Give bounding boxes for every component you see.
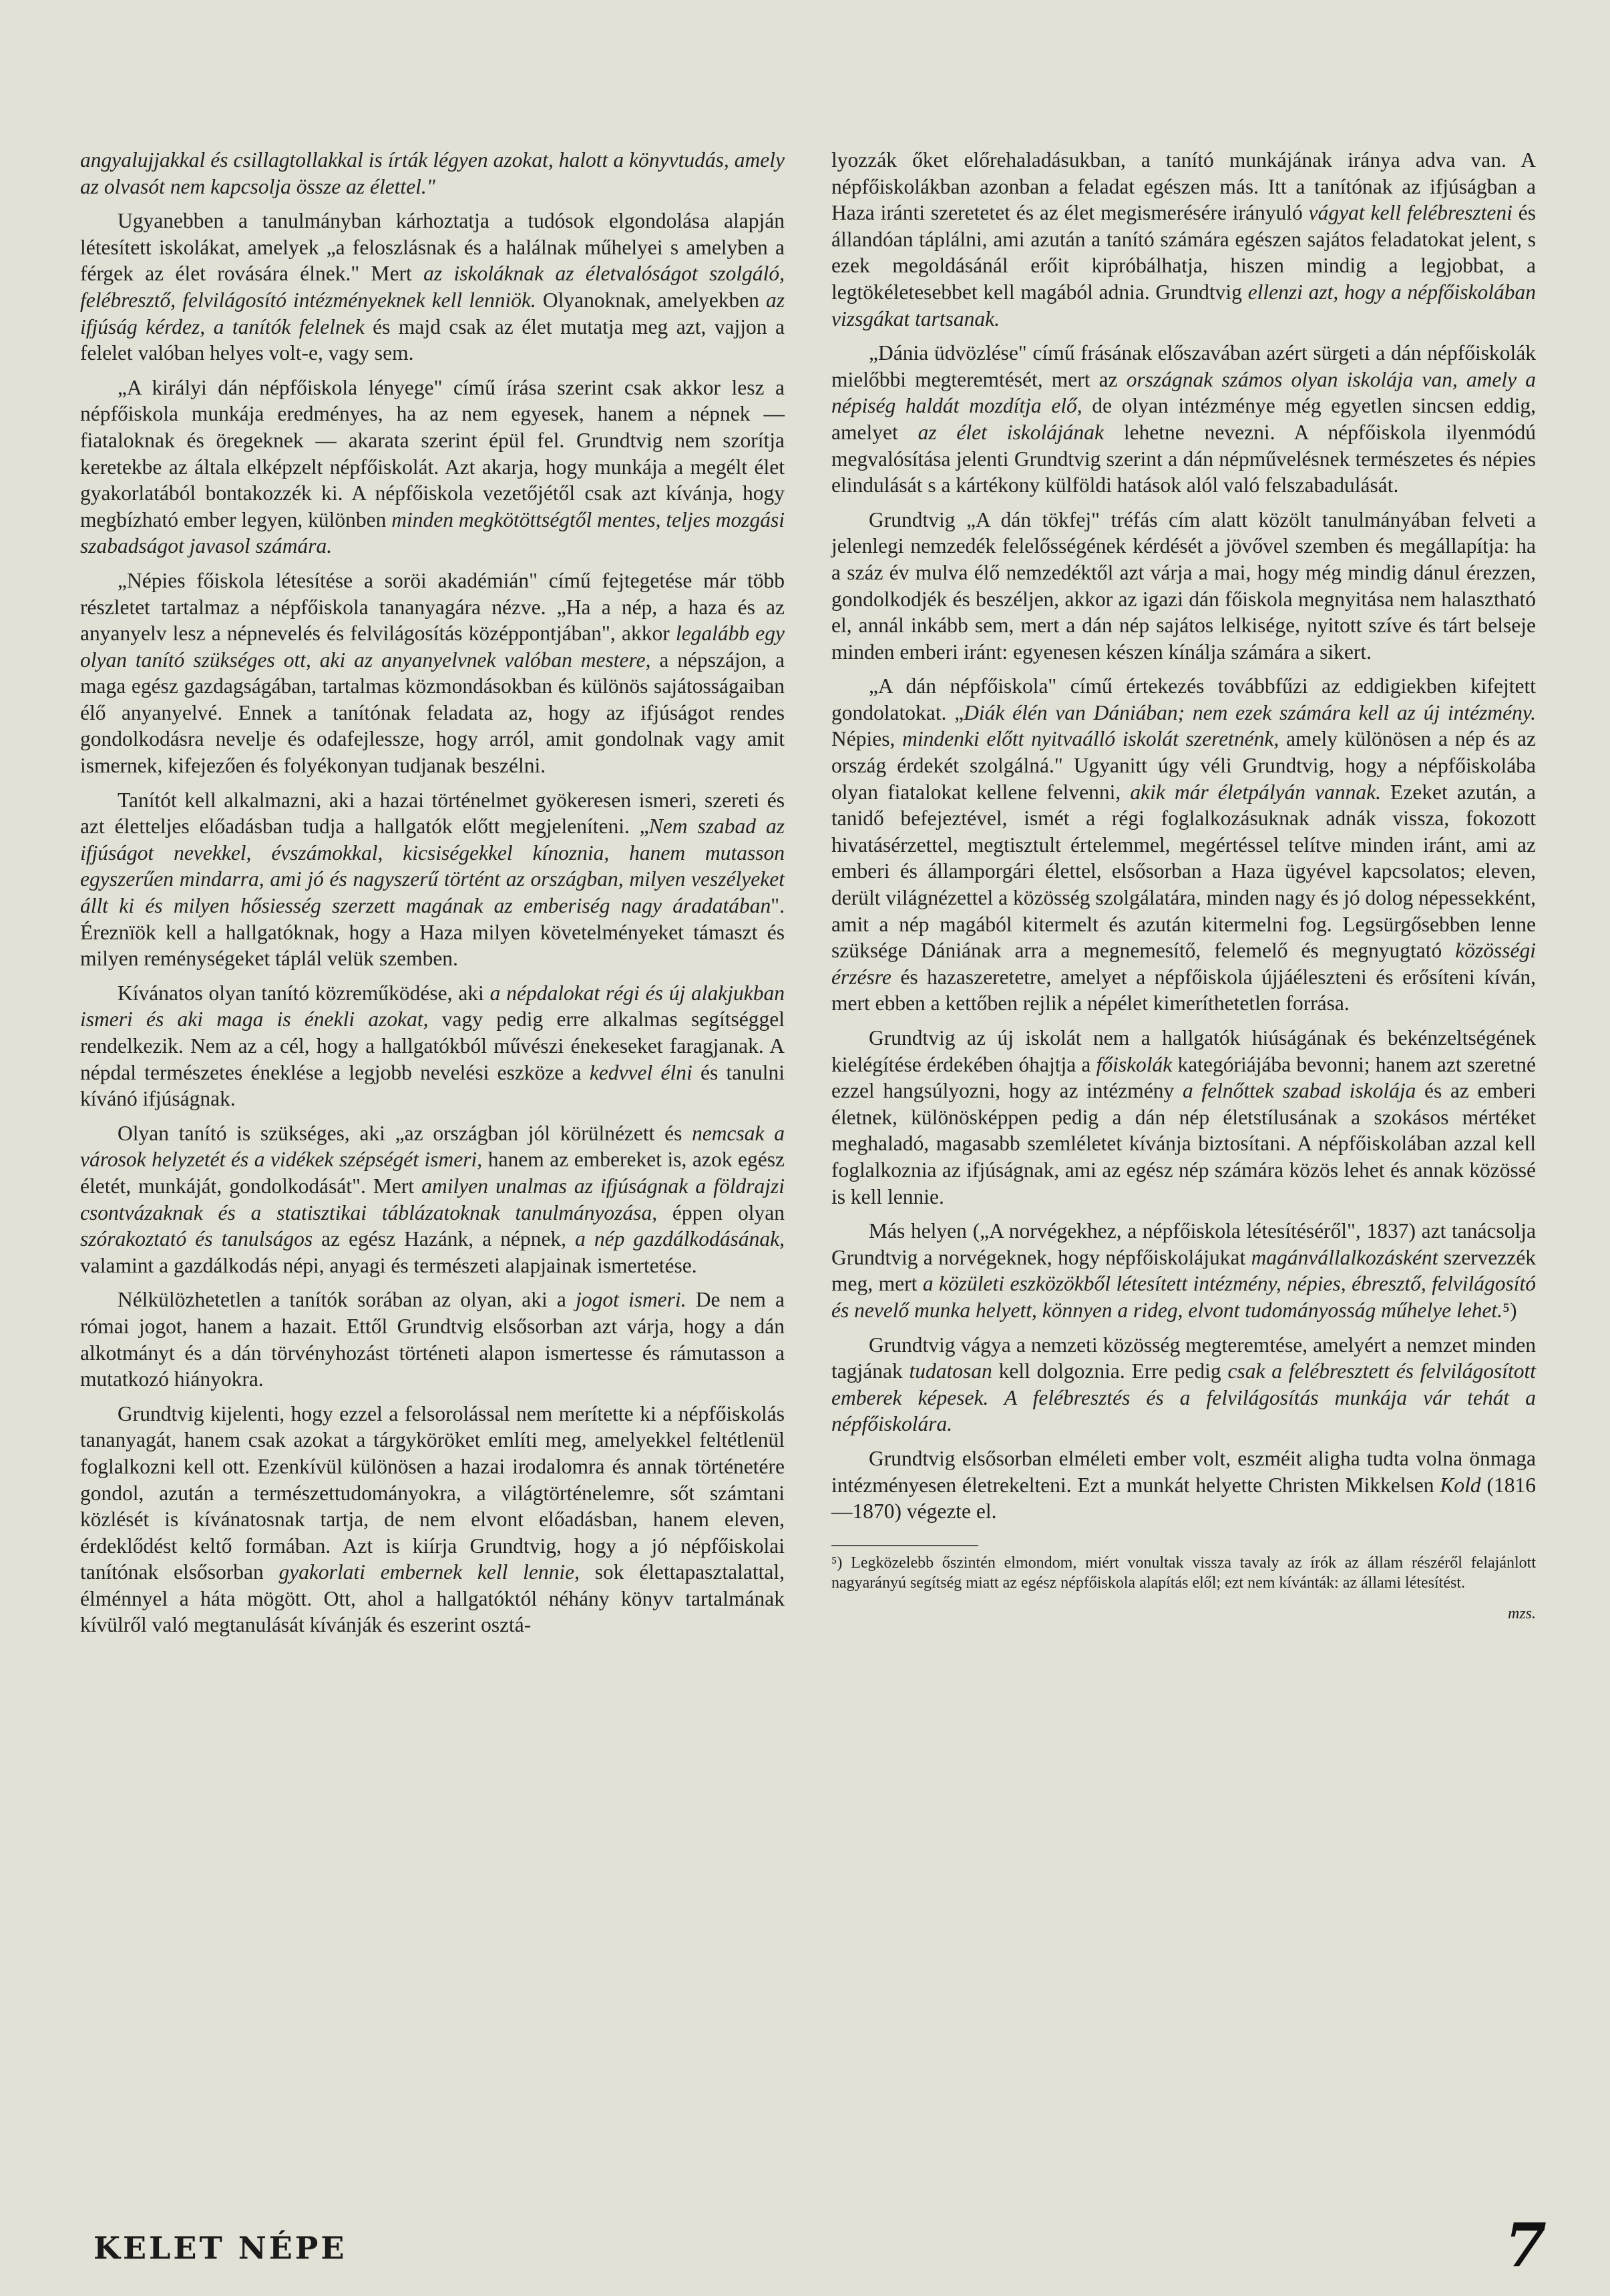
paragraph	[831, 1218, 1536, 1323]
italic-text: a népdalokat régi és új alakjukban ismeri és aki maga is énekli azokat,	[80, 981, 785, 1031]
italic-text: tudatosan	[909, 1359, 992, 1383]
paragraph	[80, 375, 785, 559]
text: Olyanoknak, amelyekben	[536, 288, 766, 312]
paragraph	[80, 567, 785, 779]
text: ⁵)	[1502, 1298, 1517, 1322]
italic-text: országnak számos olyan iskolája van, amely a népiség haldát mozdítja elő,	[831, 367, 1537, 418]
italic-text: szórakoztató és tanulságos	[80, 1227, 313, 1251]
text: lehetne nevezni. A népfőiskola ilyenmódú megvalósítása jelenti Grundtvig szerint a dán népművelésnek természetes és népies elindulását s a kártékony külföldi hatások alól való felszabadulását.	[831, 420, 1537, 497]
text: Grundtvig vágya a nemzeti közösség megteremtése, amelyért a nemzet minden tagjának	[831, 1333, 1536, 1383]
text: de olyan intézménye még egyetlen sincsen eddig, amelyet	[831, 394, 1536, 444]
text: szervezzék meg, mert	[831, 1245, 1537, 1296]
italic-text: a közületi eszközökből létesített intézmény, népies, ébresztő, felvilágosító és nevelő munka helyett, könnyen a rideg, elvont tudományosság műhelye lehet.	[831, 1272, 1536, 1322]
text: Kívánatos olyan tanító közreműködése, aki	[118, 981, 490, 1005]
text: amely különösen a nép és az ország érdekét szolgálná." Ugyanitt úgy véli Grundtvig, hogy a népfőiskolába olyan fiatalokat kellene felvenni,	[831, 727, 1537, 804]
paragraph	[831, 1445, 1536, 1525]
text: vagy pedig erre alkalmas segítséggel rendelkezik. Nem az a cél, hogy a hallgatókból művészi énekeseket faragjanak. A népdal természetes éneklése a legjobb nevelési eszköze a	[80, 1007, 785, 1084]
text: sok élettapasztalattal, élménnyel a háta mögött. Ott, ahol a hallgatóktól néhány könyv tartalmának kívülről való megtanulását kívánják és eszerint osztá-	[80, 1560, 785, 1637]
text: De nem a római jogot, hanem a hazait. Ettől Grundtvig elsősorban azt várja, hogy a dán alkotmányt és a dán törvényhozást történeti alapon ismertesse és rámutasson a mutatkozó hiányokra.	[80, 1288, 785, 1391]
italic-text: Kold	[1440, 1473, 1481, 1497]
italic-text: jogot ismeri.	[576, 1288, 686, 1312]
paragraph	[80, 1287, 785, 1392]
text: kell dolgoznia. Erre pedig	[992, 1359, 1228, 1383]
italic-text: az iskoláknak az életvalóságot szolgáló, felébresztő, felvilágosító intézményeknek kell lenniök.	[80, 262, 785, 312]
italic-text: angyalujjakkal és csillagtollakkal is írták légyen azokat, halott a könyvtudás, amely az olvasót nem kapcsolja össze az élettel."	[80, 148, 785, 198]
footnote-signature: mzs.	[1507, 1604, 1536, 1622]
italic-text: ellenzi azt, hogy a népfőiskolában vizsgákat tartsanak.	[831, 280, 1536, 330]
text: Ugyanebben a tanulmányban kárhoztatja a tudósok elgondolása alapján létesített iskolákat, amelyek „a feloszlásnak és a halálnak műhelyei s amelyben a férgek az élet rovására élnek." Mert	[80, 209, 785, 286]
italic-text: Nem szabad az ifjúságot nevekkel, évszámokkal, kicsiségekkel kínoznia, hanem mutasson egyszerűen mindarra, ami jó és nagyszerű történt az országban, milyen veszélyeket állt ki és milyen hősiesség szerzett magának az emberiség nagy áradatában	[80, 815, 785, 918]
text: lyozzák őket előrehaladásukban, a tanító munkájának iránya adva van. A népfőiskolákban azonban a feladat egészen más. Itt a tanítónak az ifjúságban a Haza iránti szeretetet és az élet megismerésére irányuló	[831, 148, 1536, 225]
text: kategóriájába bevonni; hanem azt szeretné ezzel hangsúlyozni, hogy az intézmény	[831, 1052, 1536, 1103]
italic-text: főiskolák	[1096, 1052, 1173, 1076]
text: Grundtvig elsősorban elméleti ember volt, eszméit aligha tudta volna önmaga intézményesen életrekelteni. Ezt a munkát helyette Christen Mikkelsen	[831, 1446, 1536, 1497]
paragraph	[831, 1332, 1536, 1437]
text: Népies,	[831, 727, 903, 751]
italic-text: vágyat kell felébreszteni	[1308, 201, 1513, 225]
text: és az emberi életnek, különösképpen pedig a dán nép életstílusának a szokásos mértéket meghaladó, magasabb szemléletet kívánja biztosítani. A népfőiskolában azzal kell foglalkoznia az ifjúságnak, ami az egész nép számára közös lehet és annak közössé is kell lennie.	[831, 1079, 1536, 1208]
text: „A dán népfőiskola" című értekezés továbbfűzi az eddigiekben kifejtett gondolatokat. „	[831, 674, 1536, 724]
paragraph	[80, 787, 785, 972]
italic-text: legalább egy olyan tanító szükséges ott, aki az anyanyelvnek valóban mestere,	[80, 622, 785, 672]
italic-text: az ifjúság kérdez, a tanítók felelnek	[80, 288, 785, 338]
footnote-divider	[831, 1545, 978, 1546]
text: „A királyi dán népfőiskola lényege" című írása szerint csak akkor lesz a népfőiskola munkája eredményes, ha az nem egyesek, hanem a népnek — fiataloknak és öregeknek — akarata szerint épül fel. Grundtvig nem szorítja keretekbe az általa elképzelt népfőiskolát. Azt akarja, hogy munkája a megélt élet gyakorlatából bontakozzék ki. A népfőiskola vezetőjétől csak azt kívánja, hogy megbízható ember legyen, különben	[80, 375, 785, 531]
italic-text: nemcsak a városok helyzetét és a vidékek szépségét ismeri,	[80, 1121, 785, 1172]
paragraph	[831, 147, 1536, 332]
text: Grundtvig „A dán tökfej" tréfás cím alatt közölt tanulmányában felveti a jelenlegi nemzedék felelősségének kérdését a jövővel szemben és megállapítja: ha a száz év mulva élő nemzedéktől azt várja a mai, hogy még mindig dánul érezzen, gondolkodjék és beszéljen, akkor az igazi dán főiskola megnyitása nem halasztható el, annál inkább sem, mert a dán nép sajátos lelkisége, nyitott szíve és tárt belseje minden emberi iránt: egyenesen készen kínálja számára a sikert.	[831, 507, 1536, 664]
paragraph	[80, 980, 785, 1112]
text: (1816—1870) végezte el.	[831, 1473, 1536, 1524]
text: az egész Hazánk, a népnek,	[313, 1227, 576, 1251]
italic-text: amilyen unalmas az ifjúságnak a földrajzi csontvázaknak és a statisztikai táblázatoknak tanulmányozása,	[80, 1174, 785, 1224]
footnote: ⁵) Legközelebb őszintén elmondom, miért vonultak vissza tavaly az írók az állam részéről felajánlott nagyarányú segítség miatt az egész népfőiskola alapítás elől; ezt nem kívánták: az állami létesítést.	[831, 1554, 1536, 1592]
text: a népszájon, a maga egész gazdagságában, tartalmas közmondásokban és különös sajátosságaiban élő anyanyelvé. Ennek a tanítónak feladata az, hogy az ifjúságot rendes gondolkodásra nevelje és odafejlessze, hogy arról, amit gondolnak vagy amit ismernek, kifejezően és folyékonyan tudjanak beszélni.	[80, 648, 785, 778]
text: Ezeket azután, a tanidő befejeztével, ismét a régi foglalkozásuknak adnák vissza, fokozott hivatásérzettel, megtisztult értelemmel, megértéssel telítve minden iránt, ami az emberi és államporgári élettel, elsősorban a Haza ügyével kapcsolatos; eleven, derült világnézettel a közösség szolgálatára, minden nagy és jó dolog népessekként, amit a nép magából kitermelt és azután kitermelni fog. Legsürgősebben lenne szüksége Dániának arra a megnemesítő, felemelő és megnyugtató	[831, 780, 1537, 963]
text: hanem az embereket is, azok egész életét, munkáját, gondolkodását". Mert	[80, 1148, 785, 1198]
paragraph	[831, 673, 1536, 1017]
italic-text: a nép gazdálkodásának,	[575, 1227, 785, 1251]
paragraph	[80, 147, 785, 200]
italic-text: Diák élén van Dániában; nem ezek számára kell az új intézmény.	[964, 700, 1536, 724]
paragraph	[831, 340, 1536, 499]
paragraph	[80, 1120, 785, 1279]
text: Más helyen („A norvégekhez, a népfőiskola létesítéséről", 1837) azt tanácsolja Grundtvig a norvégeknek, hogy népfőiskolájukat	[831, 1219, 1536, 1269]
page-number: 7	[1504, 2210, 1547, 2281]
magazine-title: KELET NÉPE	[93, 2230, 347, 2266]
paragraph	[80, 208, 785, 367]
text: Grundtvig az új iskolát nem a hallgatók hiúságának és bekénzeltségének kielégítése érdekében óhajtja a	[831, 1026, 1536, 1076]
text: ". Éreznïök kell a hallgatóknak, hogy a Haza milyen követelményeket támaszt és milyen reménységeket táplál velük szemben.	[80, 894, 785, 971]
paragraph	[831, 507, 1536, 666]
italic-text: a felnőttek szabad iskolája	[1182, 1079, 1416, 1103]
italic-text: gyakorlati embernek kell lennie,	[278, 1560, 580, 1584]
text: „Népies főiskola létesítése a soröi akadémián" című fejtegetése már több részletet tartalmaz a népfőiskola tananyagára nézve. „Ha a nép, a haza és az anyanyelv lesz a népnevelés és felvilágosítás középpontjában", akkor	[80, 568, 785, 646]
text: és állandóan táplálni, ami azután a tanító számára egészen sajátos feladatokat jelent, s ezek megoldásánál erőit kipróbálhatja, hiszen mindig a legjobbat, a legtökéletesebbet kell magából adnia. Grundtvig	[831, 201, 1536, 304]
text: és hazaszeretetre, amelyet a népfőiskola újjáéleszteni és erősíteni kíván, mert ebben a kettőben rejlik a népélet kimeríthetetlen forrása.	[831, 965, 1536, 1015]
text: Grundtvig kijelenti, hogy ezzel a felsorolással nem merítette ki a népfőiskolás tananyagát, hanem csak azokat a tárgyköröket említi meg, amelyekkel feltétlenül foglalkozni kell ott. Ezenkívül különösen a hazai irodalomra és annak történetére gondol, azután a természettudományokra, a világtörténelemre, sőt számtani közlését is kívánatosnak tartja, de nem elvont előadásban, hanem eleven, érdeklődést keltő formában. Azt is kiírja Grundtvig, hogy a jó népfőiskolai tanítónak elsősorban	[80, 1401, 785, 1584]
left-column	[80, 147, 785, 1646]
text: Tanítót kell alkalmazni, aki a hazai történelmet gyökeresen ismeri, szereti és azt életteljes előadásban tudja a hallgatók előtt megjeleníteni. „	[80, 788, 785, 839]
italic-text: az élet iskolájának	[918, 420, 1104, 444]
paragraph	[80, 1401, 785, 1638]
italic-text: minden megkötöttségtől mentes, teljes mozgási szabadságot javasol számára.	[80, 507, 785, 558]
italic-text: csak a felébresztett és felvilágosított emberek képesek. A felébresztés és a felvilágosítás munkája vár tehát a népfőiskolára.	[831, 1359, 1536, 1436]
paragraph	[831, 1025, 1536, 1210]
right-column	[831, 147, 1536, 1635]
text: Olyan tanító is szükséges, aki „az országban jól körülnézett és	[118, 1121, 692, 1145]
text: Nélkülözhetetlen a tanítók sorában az olyan, aki a	[118, 1288, 576, 1312]
italic-text: akik már életpályán vannak.	[1130, 780, 1381, 804]
text: és majd csak az élet mutatja meg azt, vajjon a felelet valóban helyes volt-e, vagy sem.	[80, 314, 785, 365]
italic-text: magánvállalkozásként	[1251, 1245, 1438, 1269]
italic-text: közösségi érzésre	[831, 939, 1536, 989]
italic-text: mindenki előtt nyitvaálló iskolát szeretnénk,	[902, 727, 1279, 751]
italic-text: kedvvel élni	[589, 1060, 692, 1084]
text: valamint a gazdálkodás népi, anyagi és természeti alapjainak ismertetése.	[80, 1253, 697, 1277]
text: „Dánia üdvözlése" című frásának előszavában azért sürgeti a dán népfőiskolák mielőbbi megteremtését, mert az	[831, 341, 1536, 391]
text: és tanulni kívánó ifjúságnak.	[80, 1060, 785, 1111]
text: éppen olyan	[657, 1200, 785, 1224]
